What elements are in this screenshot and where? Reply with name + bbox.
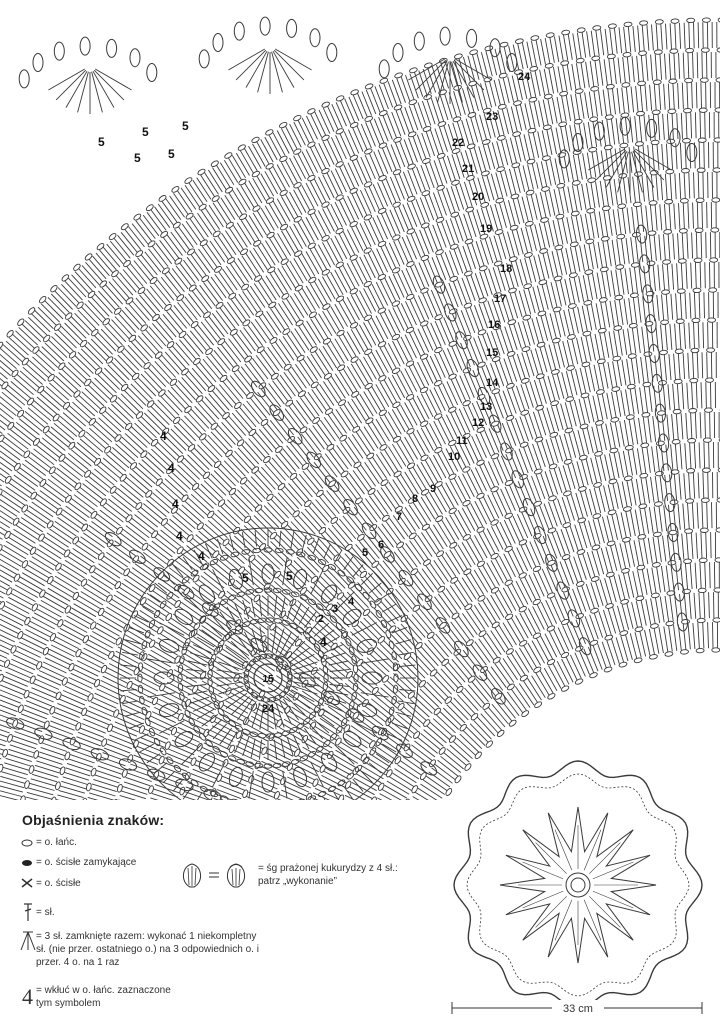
row-number-label: 17: [494, 293, 507, 305]
double-crochet-icon: [22, 902, 34, 922]
marker-four: 4: [176, 529, 183, 543]
row-number-label: 24: [518, 71, 531, 83]
marker-four: 4: [320, 635, 327, 649]
popcorn-icon: [176, 860, 258, 890]
chain-stitch-icon: [20, 838, 34, 848]
dimension-line: [452, 1000, 702, 1016]
row-number-label: 21: [462, 163, 475, 175]
marker-five: 5: [98, 135, 105, 149]
row-number-label: 6: [378, 539, 385, 551]
row-number-label: 19: [480, 223, 493, 235]
row-number-label: 7: [396, 511, 403, 523]
center-label-24: 24: [261, 703, 275, 715]
row-number-label: 20: [472, 191, 485, 203]
marker-four: 4: [168, 461, 175, 475]
marker-five: 5: [182, 119, 189, 133]
legend-sc-text: = o. ścisłe: [36, 878, 81, 889]
legend-slip-text: = o. ścisłe zamykające: [36, 857, 137, 868]
row-number-label: 8: [412, 493, 419, 505]
legend-cluster-text: = 3 sł. zamknięte razem: wykonać 1 niekompletny sł. (nie przer. ostatniego o.) na 3 odpowiednich o. i przer. 4 o. na 1 raz: [36, 931, 259, 968]
legend-title: Objaśnienia znaków:: [22, 812, 165, 828]
row-number-label: 16: [488, 319, 501, 331]
marker-five: 5: [168, 147, 175, 161]
marker-four: 4: [160, 429, 167, 443]
row-number-label: 23: [486, 111, 499, 123]
single-crochet-icon: [20, 877, 34, 889]
insert-hook-icon: [20, 984, 36, 1008]
stitch-chart: [0, 17, 720, 972]
row-number-label: 18: [500, 263, 513, 275]
row-number-label: 12: [472, 417, 485, 429]
dimension-label: 33 cm: [563, 1003, 593, 1015]
legend-chain-text: = o. łańc.: [36, 837, 77, 848]
marker-four: 4: [198, 549, 205, 563]
row-number-label: 2: [318, 613, 325, 625]
marker-five: 5: [286, 569, 293, 583]
row-number-label: 14: [486, 377, 499, 389]
row-number-label: 15: [486, 347, 499, 359]
row-number-label: 10: [448, 451, 461, 463]
row-number-label: 3: [332, 603, 339, 615]
row-number-label: 11: [456, 435, 468, 447]
marker-five: 5: [242, 571, 249, 585]
slip-stitch-icon: [20, 858, 34, 868]
center-label-15: 15: [262, 674, 274, 685]
marker-five: 5: [142, 125, 149, 139]
legend-insert-text: = wkłuć w o. łańc. zaznaczone tym symbolem: [36, 985, 171, 1009]
row-number-label: 9: [430, 483, 437, 495]
row-number-label: 4: [348, 596, 355, 608]
row-number-label: 22: [452, 137, 465, 149]
marker-five: 5: [134, 151, 141, 165]
row-number-label: 13: [480, 401, 493, 413]
legend-dc-text: = sł.: [36, 907, 55, 918]
marker-four: 4: [172, 497, 179, 511]
row-number-label: 5: [362, 547, 369, 559]
legend-popcorn-text: = śg prażonej kukurydzy z 4 sł.: patrz „wykonanie”: [258, 863, 398, 887]
doily-thumbnail: [454, 761, 702, 1009]
cluster-icon: [18, 930, 38, 952]
